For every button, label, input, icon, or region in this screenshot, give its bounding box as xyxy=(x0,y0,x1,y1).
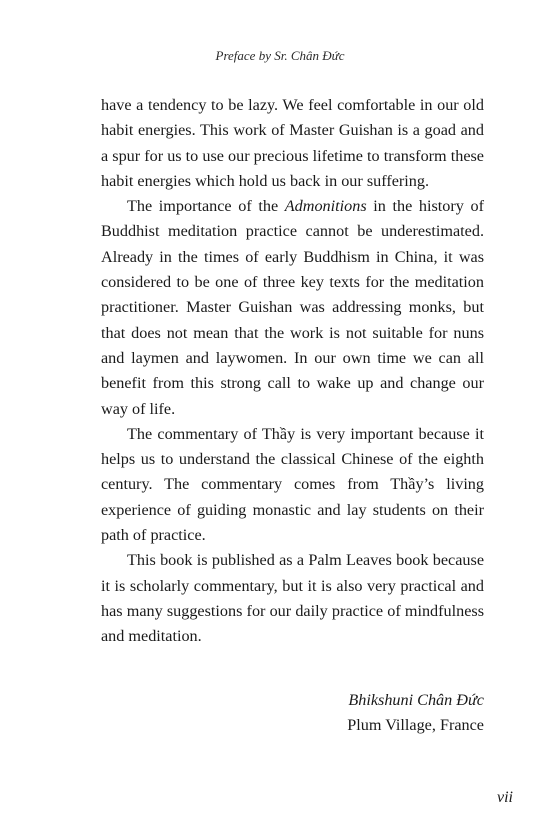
paragraph-2-lead: The importance of the xyxy=(127,197,285,216)
book-title-admonitions: Admonitions xyxy=(284,197,367,216)
paragraph-3: The commentary of Thầy is very important because it helps us to understand the classical Chinese of the eighth century. The commentary comes from Thầy’s living experience of guiding monastic and lay students on their path of practice. xyxy=(101,424,484,545)
paragraph-2-rest: in the history of Buddhist meditation practice cannot be underestimated. Already in the times of early Buddhism in China, it was considered to be one of three key texts for the meditation practitioner. Master Guishan was addressing monks, but that does not mean that the work is not suitable for nuns and laymen and laywomen. In our own time we can all benefit from this strong call to wake up and change our way of life. xyxy=(101,197,484,418)
signature-place: Plum Village, France xyxy=(347,716,484,735)
body-text xyxy=(101,93,484,650)
page-number: vii xyxy=(497,789,513,806)
paragraph-4: This book is published as a Palm Leaves book because it is scholarly commentary, but it is also very practical and has many suggestions for our daily practice of mindfulness and meditation. xyxy=(101,551,484,646)
signature-block xyxy=(347,688,484,739)
paragraph-2 xyxy=(101,194,484,422)
signature-name: Bhikshuni Chân Đức xyxy=(348,691,484,709)
running-head: Preface by Sr. Chân Đức xyxy=(215,48,345,63)
paragraph-1: have a tendency to be lazy. We feel comfortable in our old habit energies. This work of Master Guishan is a goad and a spur for us to use our precious lifetime to transform these habit energies which hold us back in our suffering. xyxy=(101,96,484,190)
